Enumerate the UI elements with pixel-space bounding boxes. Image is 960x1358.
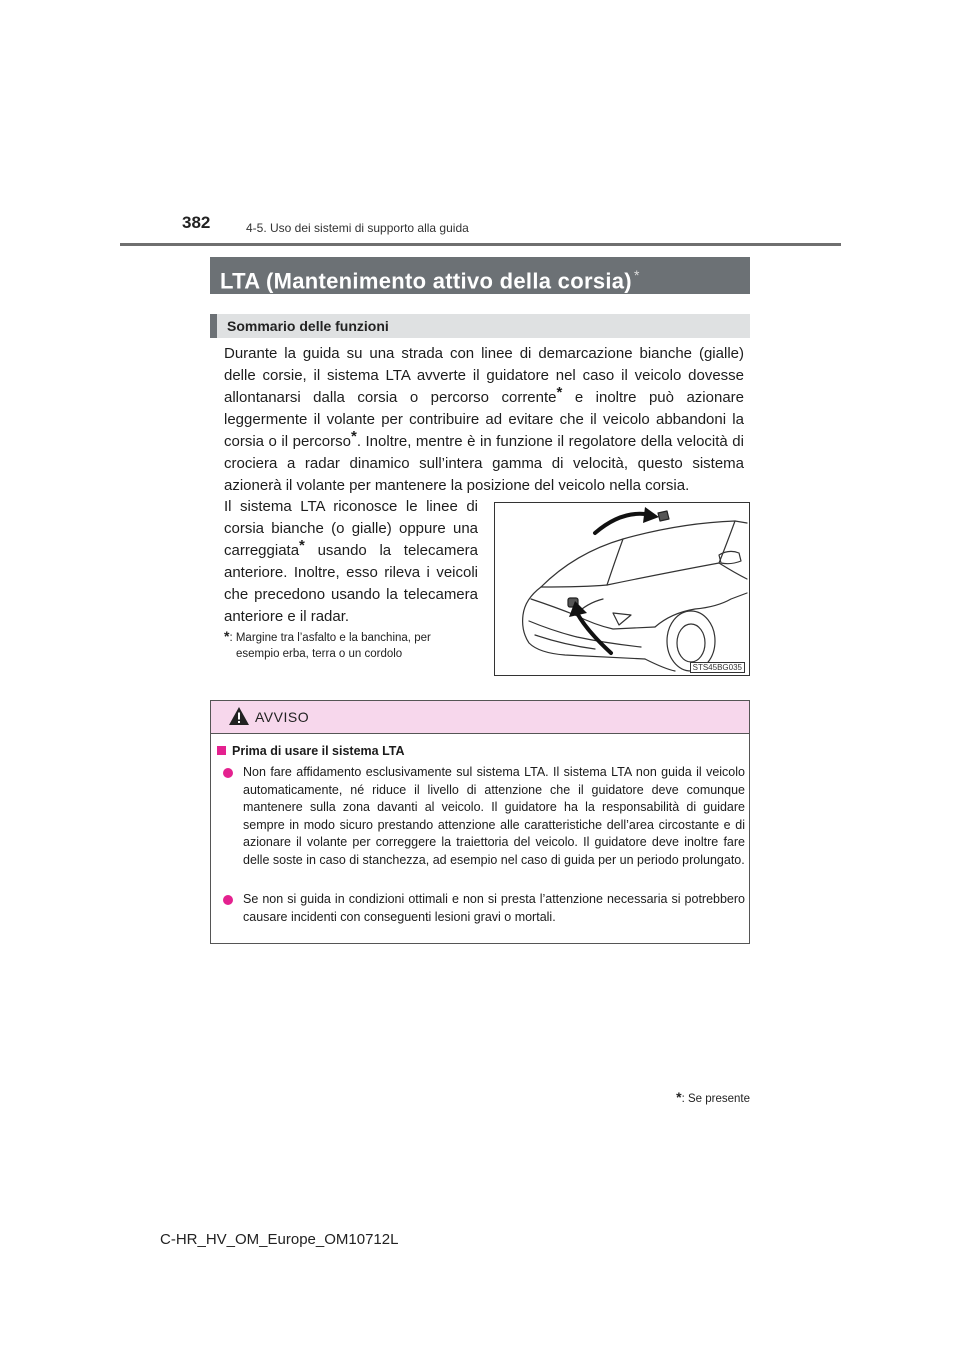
warning-label: AVVISO (255, 709, 310, 725)
section-title-text: LTA (Mantenimento attivo della corsia) (220, 268, 632, 294)
footnote (224, 628, 478, 662)
asterisk-marker: * (350, 428, 357, 445)
intro-paragraph (224, 343, 744, 497)
warning-header (211, 701, 749, 734)
figure-code: STS45BG035 (690, 662, 745, 673)
note-marker: * (676, 1089, 682, 1105)
intro-text-part-2: e inoltre può azionare leggermente il volante per contribuire ad evitare che il veicolo abbandoni la corsia o il percorso (224, 389, 745, 450)
intro-text-part-1: Durante la guida su una strada con linee di demarcazione bianche (gialle) delle corsie, il sistema LTA avverte il guidatore nel caso il veicolo dovesse allontanarsi dalla corsia o percorso corrente (224, 345, 744, 406)
car-drawing (495, 503, 749, 675)
detection-text-part-1: Il sistema LTA riconosce le linee di corsia bianche (o gialle) oppure una carreggiata (224, 498, 478, 559)
detection-paragraph (224, 496, 478, 628)
availability-note (676, 1089, 750, 1105)
page-number: 382 (182, 213, 211, 232)
car-illustration (494, 502, 750, 676)
footnote-marker: * (224, 628, 230, 644)
section-title (210, 257, 750, 294)
warning-box (210, 700, 750, 944)
warning-item (223, 764, 745, 869)
detection-text-part-2: usando la telecamera anteriore. Inoltre, esso rileva i veicoli che precedono usando la telecamera anteriore e il radar. (224, 542, 478, 625)
footnote-line-2: esempio erba, terra o un cordolo (236, 648, 403, 660)
square-bullet-icon (217, 746, 226, 755)
breadcrumb: 4-5. Uso dei sistemi di supporto alla guida (246, 221, 469, 235)
header-rule (120, 243, 841, 246)
document-id: C-HR_HV_OM_Europe_OM10712L (160, 1231, 399, 1248)
asterisk-marker: * (299, 537, 305, 554)
circle-bullet-icon (223, 895, 233, 905)
footnote-line-1: : Margine tra l’asfalto e la banchina, per (229, 632, 431, 644)
warning-item-text: Se non si guida in condizioni ottimali e non si presta l’attenzione necessaria si potrebbero causare incidenti con conseguenti lesioni gravi o mortali. (243, 892, 745, 924)
circle-bullet-icon (223, 768, 233, 778)
subheading: Sommario delle funzioni (210, 314, 750, 338)
warning-item (223, 891, 745, 926)
warning-item-text: Non fare affidamento esclusivamente sul sistema LTA. Il sistema LTA non guida il veicolo automaticamente, né riduce il livello di attenzione che il guidatore deve comunque mantenere sulla zona davanti al veicolo. Il guidatore ha la responsabilità di guidare sempre in modo sicuro prestando attenzione alle caratteristiche dell’area circostante e di azionare il volante per correggere la traiettoria del veicolo. Il guidatore deve inoltre fare delle soste in caso di stanchezza, ad esempio nel caso di guida per un periodo prolungato. (243, 765, 745, 867)
warning-heading-text: Prima di usare il sistema LTA (232, 744, 405, 758)
warning-triangle-icon (228, 706, 250, 726)
intro-text-part-3: . Inoltre, mentre è in funzione il regolatore della velocità di crociera a radar dinamico sull’intera gamma di velocità, questo sistema azionerà il volante per mantenere la posizione del veicolo nella corsia. (224, 433, 744, 494)
note-text: : Se presente (681, 1093, 750, 1105)
title-marker: * (633, 267, 640, 283)
warning-heading (217, 744, 405, 758)
asterisk-marker: * (556, 384, 563, 401)
